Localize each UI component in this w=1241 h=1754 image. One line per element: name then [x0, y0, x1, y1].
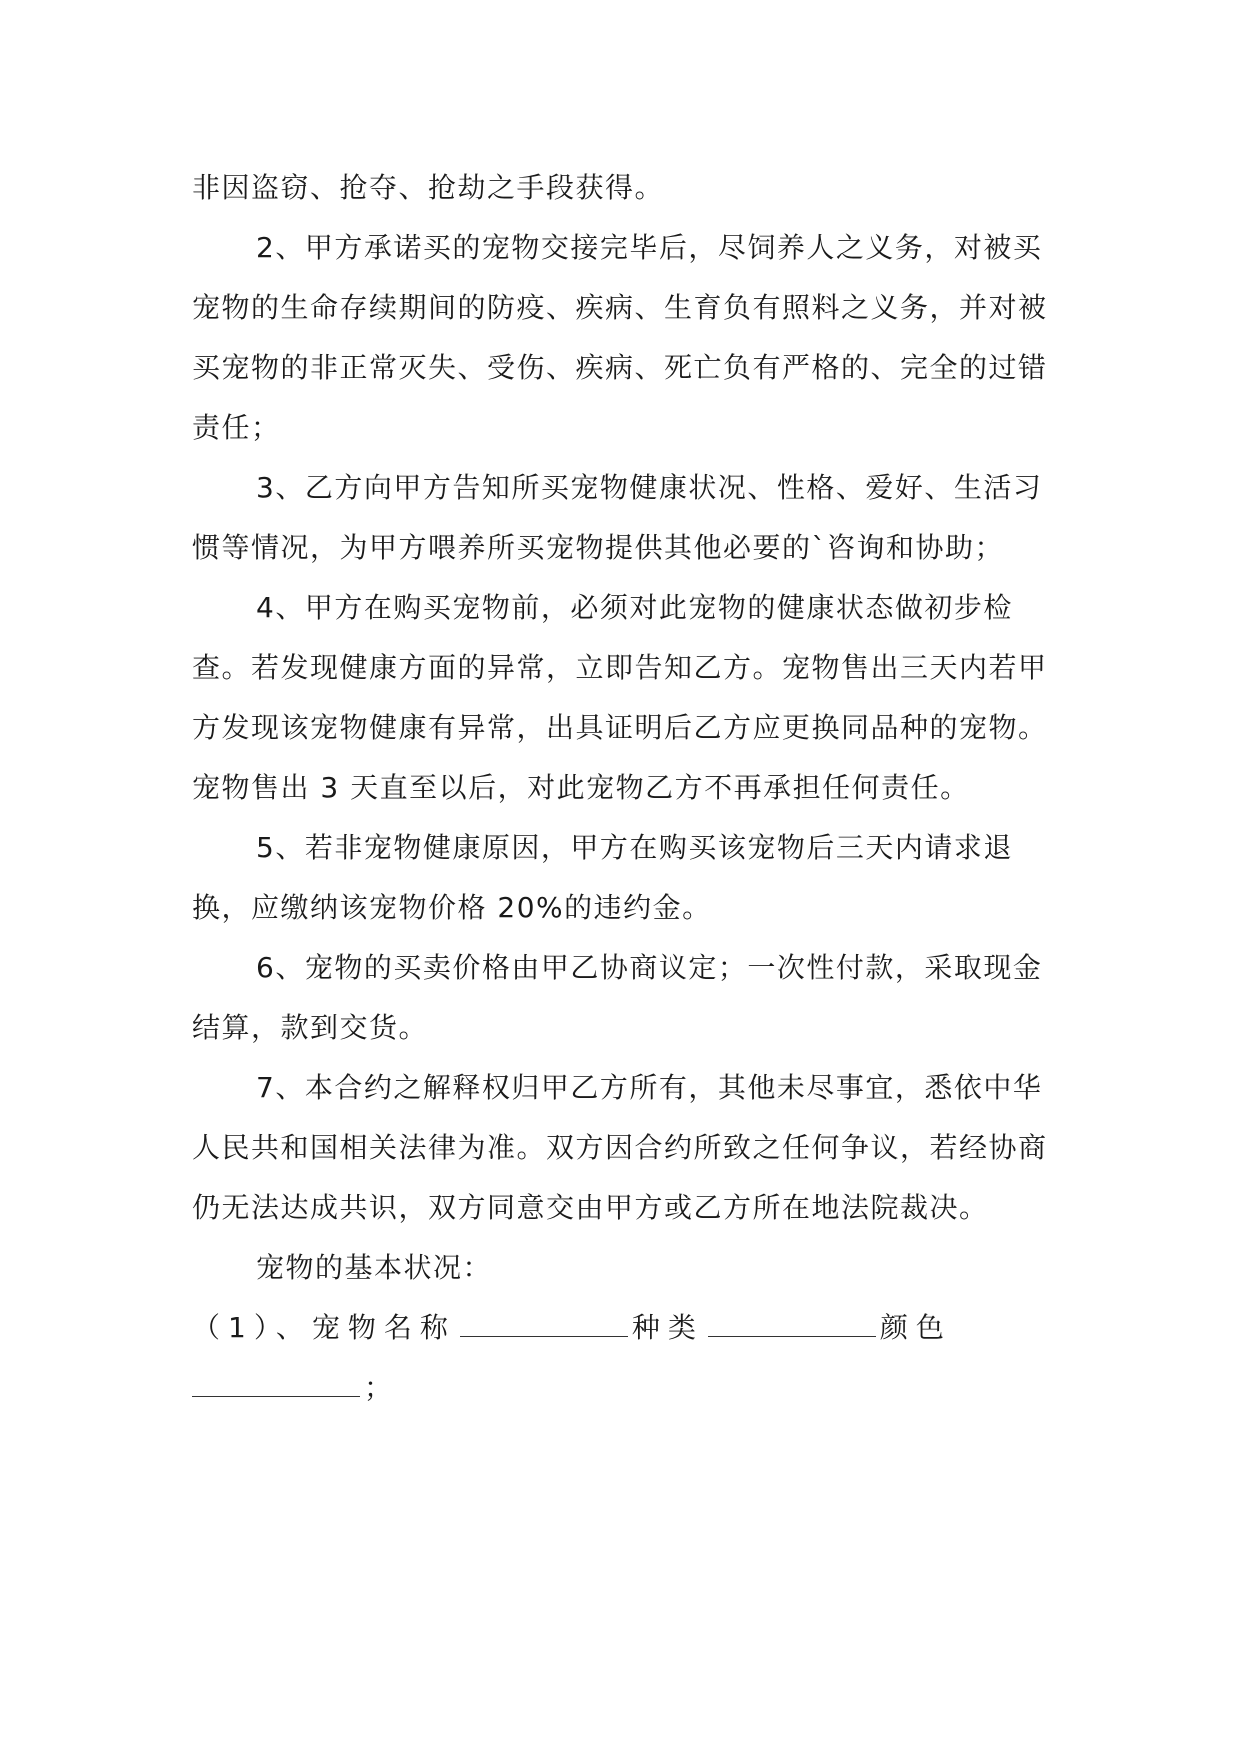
pet-line-end: ； — [364, 1371, 394, 1404]
contract-body — [192, 158, 1054, 1418]
paragraph-1-continuation: 非因盗窃、抢夺、抢劫之手段获得。 — [192, 171, 665, 204]
pet-info-line — [192, 1298, 1054, 1358]
pet-color-label: 颜色 — [879, 1311, 952, 1344]
clause-7: 7、本合约之解释权归甲乙方所有，其他未尽事宜，悉依中华人民共和国相关法律为准。双方因合约所致之任何争议，若经协商仍无法达成共识，双方同意交由甲方或乙方所在地法院裁决。 — [192, 1071, 1048, 1224]
clause-3: 3、乙方向甲方告知所买宠物健康状况、性格、爱好、生活习惯等情况，为甲方喂养所买宠物提供其他必要的`咨询和协助； — [192, 471, 1043, 564]
pet-kind-blank[interactable] — [708, 1314, 876, 1337]
clause-4: 4、甲方在购买宠物前，必须对此宠物的健康状态做初步检查。若发现健康方面的异常，立即告知乙方。宠物售出三天内若甲方发现该宠物健康有异常，出具证明后乙方应更换同品种的宠物。宠物售出 3 天直至以后，对此宠物乙方不再承担任何责任。 — [192, 591, 1048, 804]
pet-name-label: （1）、宠物名称 — [192, 1311, 456, 1344]
pet-color-blank[interactable] — [192, 1374, 360, 1397]
pet-status-heading: 宠物的基本状况： — [256, 1251, 493, 1284]
clause-5: 5、若非宠物健康原因，甲方在购买该宠物后三天内请求退换，应缴纳该宠物价格 20%的违约金。 — [192, 831, 1013, 924]
pet-kind-label: 种类 — [631, 1311, 704, 1344]
pet-color-line — [192, 1358, 1054, 1418]
clause-6: 6、宠物的买卖价格由甲乙协商议定；一次性付款，采取现金结算，款到交货。 — [192, 951, 1043, 1044]
pet-name-blank[interactable] — [460, 1314, 628, 1337]
clause-2: 2、甲方承诺买的宠物交接完毕后，尽饲养人之义务，对被买宠物的生命存续期间的防疫、疾病、生育负有照料之义务，并对被买宠物的非正常灭失、受伤、疾病、死亡负有严格的、完全的过错责任； — [192, 231, 1048, 444]
